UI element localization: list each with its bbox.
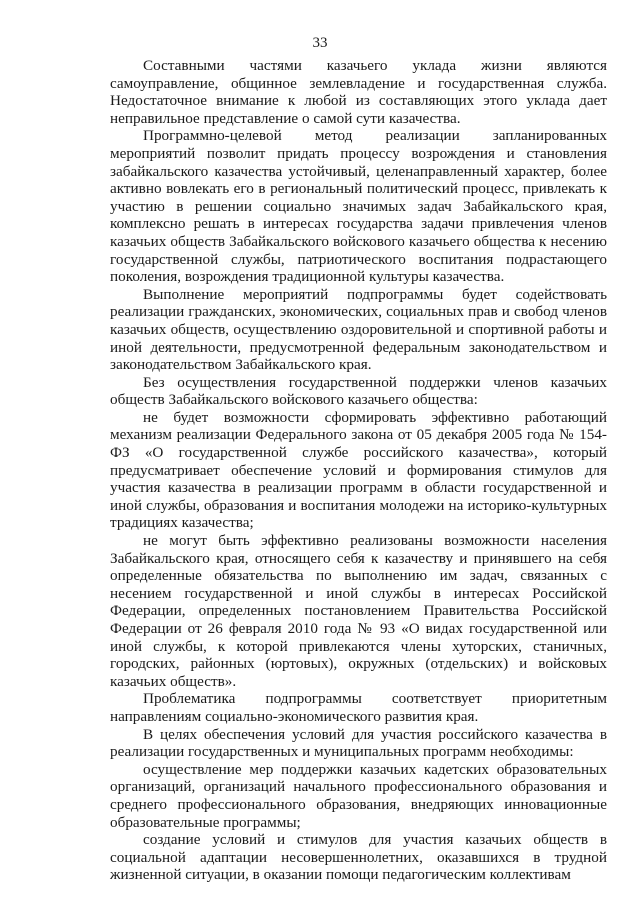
page-number: 33 [312,35,328,51]
paragraph: не будет возможности сформировать эффективно работающий механизм реализации Федерального закона от 05 декабря 2005 года № 154-ФЗ «О государственной службе российского казачества», который предусматривает обеспечение условий и формирования стимулов для участия казачества в реализации программ в области государственной и иной службы, образования и воспитания молодежи на историко-культурных традициях казачества; [110,408,607,532]
paragraph: Выполнение мероприятий подпрограммы будет содействовать реализации гражданских, экономических, социальных прав и свобод членов казачьих обществ, осуществлению оздоровительной и спортивной работы и иной деятельности, предусмотренной федеральным законодательством и законодательством Забайкальского края. [110,285,607,374]
paragraph: Составными частями казачьего уклада жизни являются самоуправление, общинное землевладение и государственная служба. Недостаточное внимание к любой из составляющих этого уклада дает неправильное представление о самой сути казачества. [110,57,607,127]
paragraph: Без осуществления государственной поддержки членов казачьих обществ Забайкальского войскового казачьего общества: [110,373,607,409]
paragraph: осуществление мер поддержки казачьих кадетских образовательных организаций, организаций начального профессионального образования и среднего профессионального образования, внедряющих инновационные образовательные программы; [110,760,607,831]
paragraph: Проблематика подпрограммы соответствует приоритетным направлениям социально-экономического развития края. [110,690,607,725]
document-body [110,57,607,884]
paragraph: не могут быть эффективно реализованы возможности населения Забайкальского края, относящего себя к казачеству и принявшего на себя определенные обязательства по выполнению им задач, связанных с несением государственной и иной службы в интересах Российской Федерации, определенных постановлением Правительства Российской Федерации от 26 февраля 2010 года № 93 «О видах государственной или иной службы, к которой привлекаются члены хуторских, станичных, городских, районных (юртовых), окружных (отдельских) и войсковых казачьих обществ». [110,532,607,690]
paragraph: создание условий и стимулов для участия казачьих обществ в социальной адаптации несовершеннолетних, оказавшихся в трудной жизненной ситуации, в оказании помощи педагогическим коллективам [110,831,607,884]
paragraph: В целях обеспечения условий для участия российского казачества в реализации государственных и муниципальных программ необходимы: [110,725,607,761]
paragraph: Программно-целевой метод реализации запланированных мероприятий позволит придать процессу возрождения и становления забайкальского казачества устойчивый, целенаправленный характер, более активно вовлекать его в региональный политический процесс, привлекать к участию в решении социально значимых задач Забайкальского края, комплексно решать в интересах государства задачи привлечения членов казачьих обществ Забайкальского войскового казачьего общества к несению государственной службы, патриотического воспитания подрастающего поколения, возрождения традиционной культуры казачества. [110,127,607,286]
